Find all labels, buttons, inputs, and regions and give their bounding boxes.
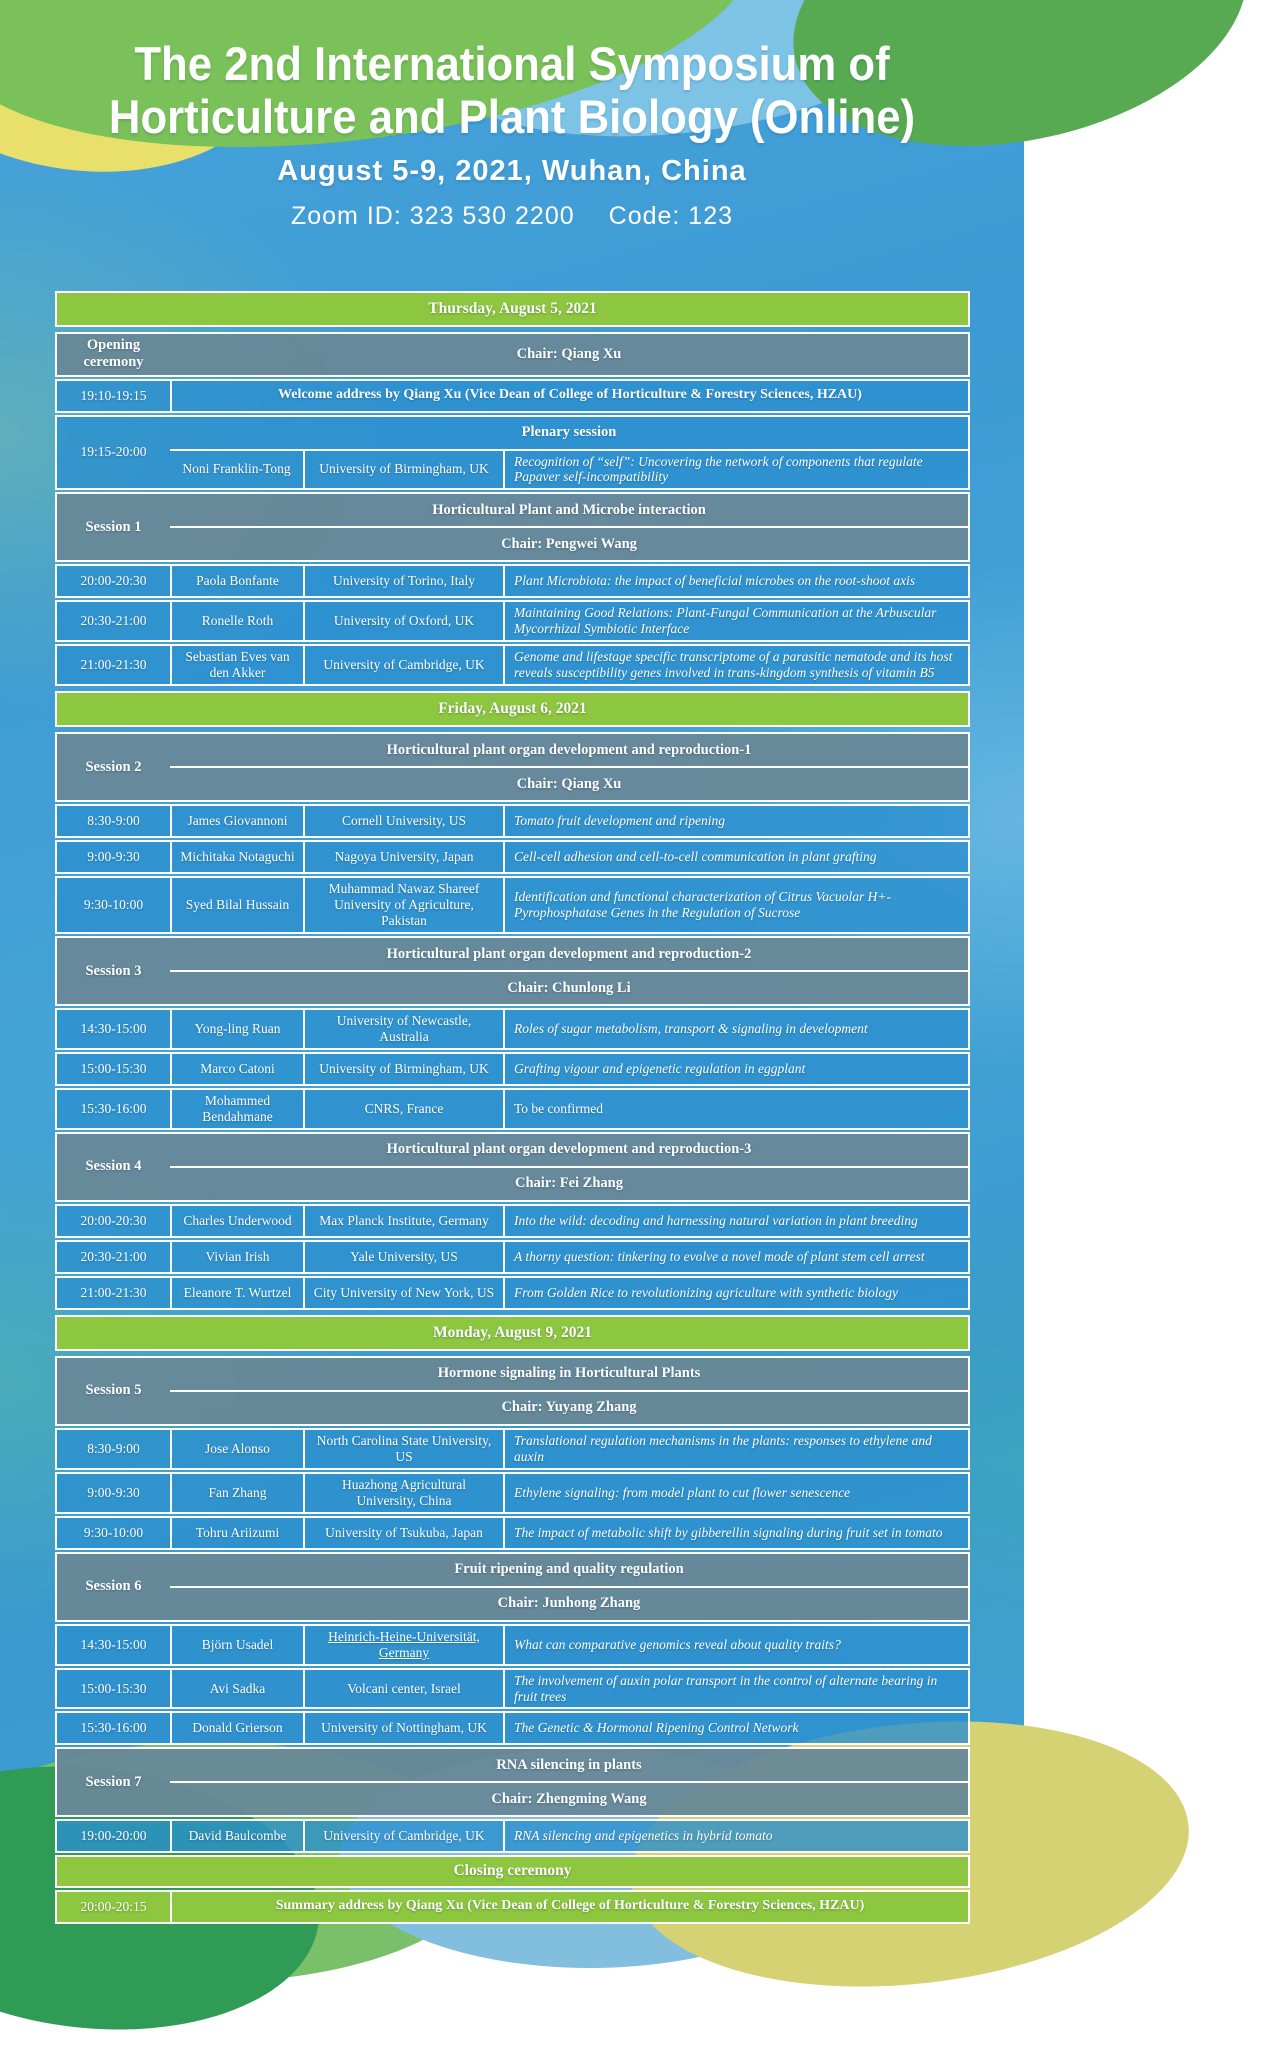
affiliation-cell: University of Nottingham, UK: [303, 1713, 503, 1743]
session-chair: Chair: Fei Zhang: [170, 1166, 968, 1200]
session-right: [170, 938, 968, 1004]
time-cell: 9:00-9:30: [87, 849, 140, 865]
affiliation-cell: North Carolina State University, US: [303, 1430, 503, 1468]
session-right: [170, 1554, 968, 1620]
talk-title-cell: Roles of sugar metabolism, transport & signaling in development: [503, 1010, 968, 1048]
talk-row: [55, 1516, 970, 1550]
talk-title-cell: A thorny question: tinkering to evolve a novel mode of plant stem cell arrest: [503, 1242, 968, 1272]
speaker-cell: Eleanore T. Wurtzel: [170, 1278, 303, 1308]
talk-row: [55, 1008, 970, 1050]
zoom-code: Code: 123: [608, 202, 734, 231]
time-cell: 20:00-20:15: [80, 1898, 147, 1914]
affiliation-cell: Volcani center, Israel: [303, 1670, 503, 1708]
time-cell: 8:30-9:00: [87, 813, 140, 829]
affiliation-cell: Muhammad Nawaz Shareef University of Agriculture, Pakistan: [303, 878, 503, 932]
speaker-cell: Mohammed Bendahmane: [170, 1090, 303, 1128]
talk-row: [55, 1711, 970, 1745]
affiliation-cell: University of Tsukuba, Japan: [303, 1518, 503, 1548]
session-label: Session 3: [85, 962, 142, 979]
talk-title-cell: Grafting vigour and epigenetic regulation in eggplant: [503, 1054, 968, 1084]
talk-title-cell: Plant Microbiota: the impact of beneficial microbes on the root-shoot axis: [503, 566, 968, 596]
time-cell: 21:00-21:30: [80, 1284, 147, 1300]
affiliation-cell: University of Newcastle, Australia: [303, 1010, 503, 1048]
speaker-cell: James Giovannoni: [170, 806, 303, 836]
session-topic: Horticultural Plant and Microbe interaction: [432, 501, 706, 518]
talk-title-cell: Tomato fruit development and ripening: [503, 806, 968, 836]
ceremony-banner: Closing ceremony: [55, 1855, 970, 1887]
session-chair: Chair: Qiang Xu: [170, 766, 968, 800]
session-label: Opening ceremony: [83, 337, 144, 371]
schedule-table: [55, 286, 970, 1926]
time-cell: 20:30-21:00: [80, 1248, 147, 1264]
session-chair: Chair: Zhengming Wang: [170, 1781, 968, 1815]
time-cell: 15:00-15:30: [80, 1060, 147, 1076]
talk-title-cell: Ethylene signaling: from model plant to cut flower senescence: [503, 1474, 968, 1512]
session-label: Session 6: [85, 1578, 142, 1595]
session-chair: Chair: Junhong Zhang: [170, 1586, 968, 1620]
talk-row: [55, 1088, 970, 1130]
affiliation-cell: University of Birmingham, UK: [303, 1054, 503, 1084]
time-cell: 8:30-9:00: [87, 1441, 140, 1456]
time-cell: 20:30-21:00: [80, 613, 147, 629]
plenary-heading: Plenary session: [521, 423, 617, 440]
time-cell: 14:30-15:00: [80, 1636, 147, 1652]
session-block: [55, 732, 970, 802]
date-banner: Thursday, August 5, 2021: [55, 291, 970, 327]
time-cell: 21:00-21:30: [80, 657, 147, 673]
session-chair: Chair: Yuyang Zhang: [170, 1390, 968, 1424]
speaker-cell: Jose Alonso: [170, 1430, 303, 1468]
session-label: Session 5: [85, 1382, 142, 1399]
session-topic: Horticultural plant organ development and reproduction-1: [386, 741, 752, 758]
session-chair: Chair: Chunlong Li: [170, 970, 968, 1004]
speaker-cell: Paola Bonfante: [170, 566, 303, 596]
affiliation-cell: University of Cambridge, UK: [303, 646, 503, 684]
time-cell: 9:00-9:30: [87, 1484, 140, 1500]
time-cell: 19:15-20:00: [80, 444, 147, 460]
time-cell: 20:00-20:30: [80, 573, 147, 589]
affiliation-cell: Heinrich-Heine-Universität, Germany: [303, 1626, 503, 1664]
talk-row: [55, 1472, 970, 1514]
address-text: Summary address by Qiang Xu (Vice Dean of College of Horticulture & Forestry Sciences, HZAU): [170, 1892, 968, 1922]
speaker-cell: David Baulcombe: [170, 1821, 303, 1851]
talk-title-cell: Cell-cell adhesion and cell-to-cell communication in plant grafting: [503, 842, 968, 872]
address-row: [55, 379, 970, 413]
speaker-cell: Björn Usadel: [170, 1626, 303, 1664]
session-topic: RNA silencing in plants: [496, 1756, 642, 1773]
symposium-title-line-1: The 2nd International Symposium of: [134, 37, 890, 90]
session-right: [170, 1134, 968, 1200]
talk-title-cell: Recognition of “self”: Uncovering the network of components that regulate Papaver self-incompatibility: [503, 451, 968, 489]
speaker-cell: Marco Catoni: [170, 1054, 303, 1084]
speaker-cell: Charles Underwood: [170, 1206, 303, 1236]
session-chair: Chair: Pengwei Wang: [170, 526, 968, 560]
speaker-cell: Ronelle Roth: [170, 602, 303, 640]
date-banner: Friday, August 6, 2021: [55, 691, 970, 727]
talk-title-cell: The impact of metabolic shift by gibberellin signaling during fruit set in tomato: [503, 1518, 968, 1548]
session-chair: Chair: Qiang Xu: [516, 345, 622, 362]
talk-row: [55, 1624, 970, 1666]
session-topic: Hormone signaling in Horticultural Plants: [437, 1365, 701, 1382]
affiliation-cell: Huazhong Agricultural University, China: [303, 1474, 503, 1512]
session-right: [170, 734, 968, 800]
session-right: [170, 1749, 968, 1815]
speaker-cell: Michitaka Notaguchi: [170, 842, 303, 872]
talk-title-cell: Identification and functional characterization of Citrus Vacuolar H+-Pyrophosphatase Genes in the Regulation of Sucrose: [503, 878, 968, 932]
time-cell: 15:00-15:30: [80, 1680, 147, 1696]
talk-title-cell: What can comparative genomics reveal about quality traits?: [503, 1626, 968, 1664]
session-label: Session 4: [85, 1158, 142, 1175]
symposium-title-line-2: Horticulture and Plant Biology (Online): [108, 89, 916, 143]
plenary-right: [170, 417, 968, 489]
speaker-cell: Sebastian Eves van den Akker: [170, 646, 303, 684]
affiliation-cell: Max Planck Institute, Germany: [303, 1206, 503, 1236]
session-block: [55, 1747, 970, 1817]
session-topic: Horticultural plant organ development and reproduction-2: [386, 945, 752, 962]
session-topic: Fruit ripening and quality regulation: [454, 1561, 684, 1578]
talk-title-cell: Maintaining Good Relations: Plant-Fungal Communication at the Arbuscular Mycorrhizal Symbiotic Interface: [503, 602, 968, 640]
talk-row: [55, 644, 970, 686]
affiliation-cell: University of Birmingham, UK: [303, 451, 503, 489]
session-label: Session 7: [85, 1773, 142, 1790]
zoom-id: Zoom ID: 323 530 2200: [290, 202, 575, 231]
speaker-cell: Vivian Irish: [170, 1242, 303, 1272]
talk-row: [55, 564, 970, 598]
date-banner: Monday, August 9, 2021: [55, 1315, 970, 1351]
speaker-cell: Fan Zhang: [170, 1474, 303, 1512]
session-right: [170, 1358, 968, 1424]
time-cell: 9:30-10:00: [83, 1524, 144, 1540]
time-cell: 19:10-19:15: [80, 387, 147, 403]
time-cell: 15:30-16:00: [80, 1100, 147, 1116]
talk-row: [55, 1668, 970, 1710]
affiliation-cell: CNRS, France: [303, 1090, 503, 1128]
talk-title-cell: Into the wild: decoding and harnessing natural variation in plant breeding: [503, 1206, 968, 1236]
session-block: [55, 936, 970, 1006]
talk-row: [55, 600, 970, 642]
time-cell: 20:00-20:30: [80, 1212, 147, 1228]
session-block: [55, 332, 970, 376]
affiliation-cell: Yale University, US: [303, 1242, 503, 1272]
affiliation-cell: University of Oxford, UK: [303, 602, 503, 640]
session-label: Session 2: [85, 758, 142, 775]
session-topic: Horticultural plant organ development and reproduction-3: [386, 1141, 752, 1158]
talk-row: [55, 1819, 970, 1853]
talk-title-cell: RNA silencing and epigenetics in hybrid tomato: [503, 1821, 968, 1851]
session-block: [55, 1552, 970, 1622]
talk-row: [55, 804, 970, 838]
zoom-meeting-info: [0, 202, 1024, 231]
session-right: [170, 334, 968, 374]
time-cell: 19:00-20:00: [80, 1828, 147, 1844]
speaker-cell: Donald Grierson: [170, 1713, 303, 1743]
affiliation-cell: Cornell University, US: [303, 806, 503, 836]
talk-title-cell: Translational regulation mechanisms in the plants: responses to ethylene and auxin: [503, 1430, 968, 1468]
speaker-cell: Noni Franklin-Tong: [182, 461, 291, 477]
speaker-cell: Syed Bilal Hussain: [170, 878, 303, 932]
plenary-block: [55, 415, 970, 491]
talk-row: [55, 1240, 970, 1274]
address-row: [55, 1890, 970, 1924]
talk-title-cell: The involvement of auxin polar transport in the control of alternate bearing in fruit trees: [503, 1670, 968, 1708]
time-cell: 15:30-16:00: [80, 1720, 147, 1736]
talk-row: [55, 1276, 970, 1310]
talk-title-cell: To be confirmed: [503, 1090, 968, 1128]
session-block: [55, 1356, 970, 1426]
time-cell: 14:30-15:00: [80, 1021, 147, 1037]
poster-header: [0, 38, 1024, 231]
affiliation-cell: University of Torino, Italy: [303, 566, 503, 596]
affiliation-cell: City University of New York, US: [303, 1278, 503, 1308]
plenary-talk: [170, 449, 968, 489]
session-block: [55, 1132, 970, 1202]
time-cell: 9:30-10:00: [83, 897, 144, 913]
speaker-cell: Avi Sadka: [170, 1670, 303, 1708]
speaker-cell: Tohru Ariizumi: [170, 1518, 303, 1548]
talk-row: [55, 1052, 970, 1086]
session-right: [170, 494, 968, 560]
talk-row: [55, 876, 970, 934]
address-text: Welcome address by Qiang Xu (Vice Dean of College of Horticulture & Forestry Sciences, HZAU): [170, 381, 968, 411]
speaker-cell: Yong-ling Ruan: [170, 1010, 303, 1048]
talk-title-cell: Genome and lifestage specific transcriptome of a parasitic nematode and its host reveals susceptibility genes involved in trans-kingdom synthesis of vitamin B5: [503, 646, 968, 684]
talk-row: [55, 1428, 970, 1470]
session-label: Session 1: [85, 518, 142, 535]
affiliation-cell: Nagoya University, Japan: [303, 842, 503, 872]
talk-row: [55, 840, 970, 874]
talk-title-cell: From Golden Rice to revolutionizing agriculture with synthetic biology: [503, 1278, 968, 1308]
talk-row: [55, 1204, 970, 1238]
talk-title-cell: The Genetic & Hormonal Ripening Control Network: [503, 1713, 968, 1743]
date-location: August 5-9, 2021, Wuhan, China: [277, 155, 747, 188]
affiliation-cell: University of Cambridge, UK: [303, 1821, 503, 1851]
session-block: [55, 492, 970, 562]
